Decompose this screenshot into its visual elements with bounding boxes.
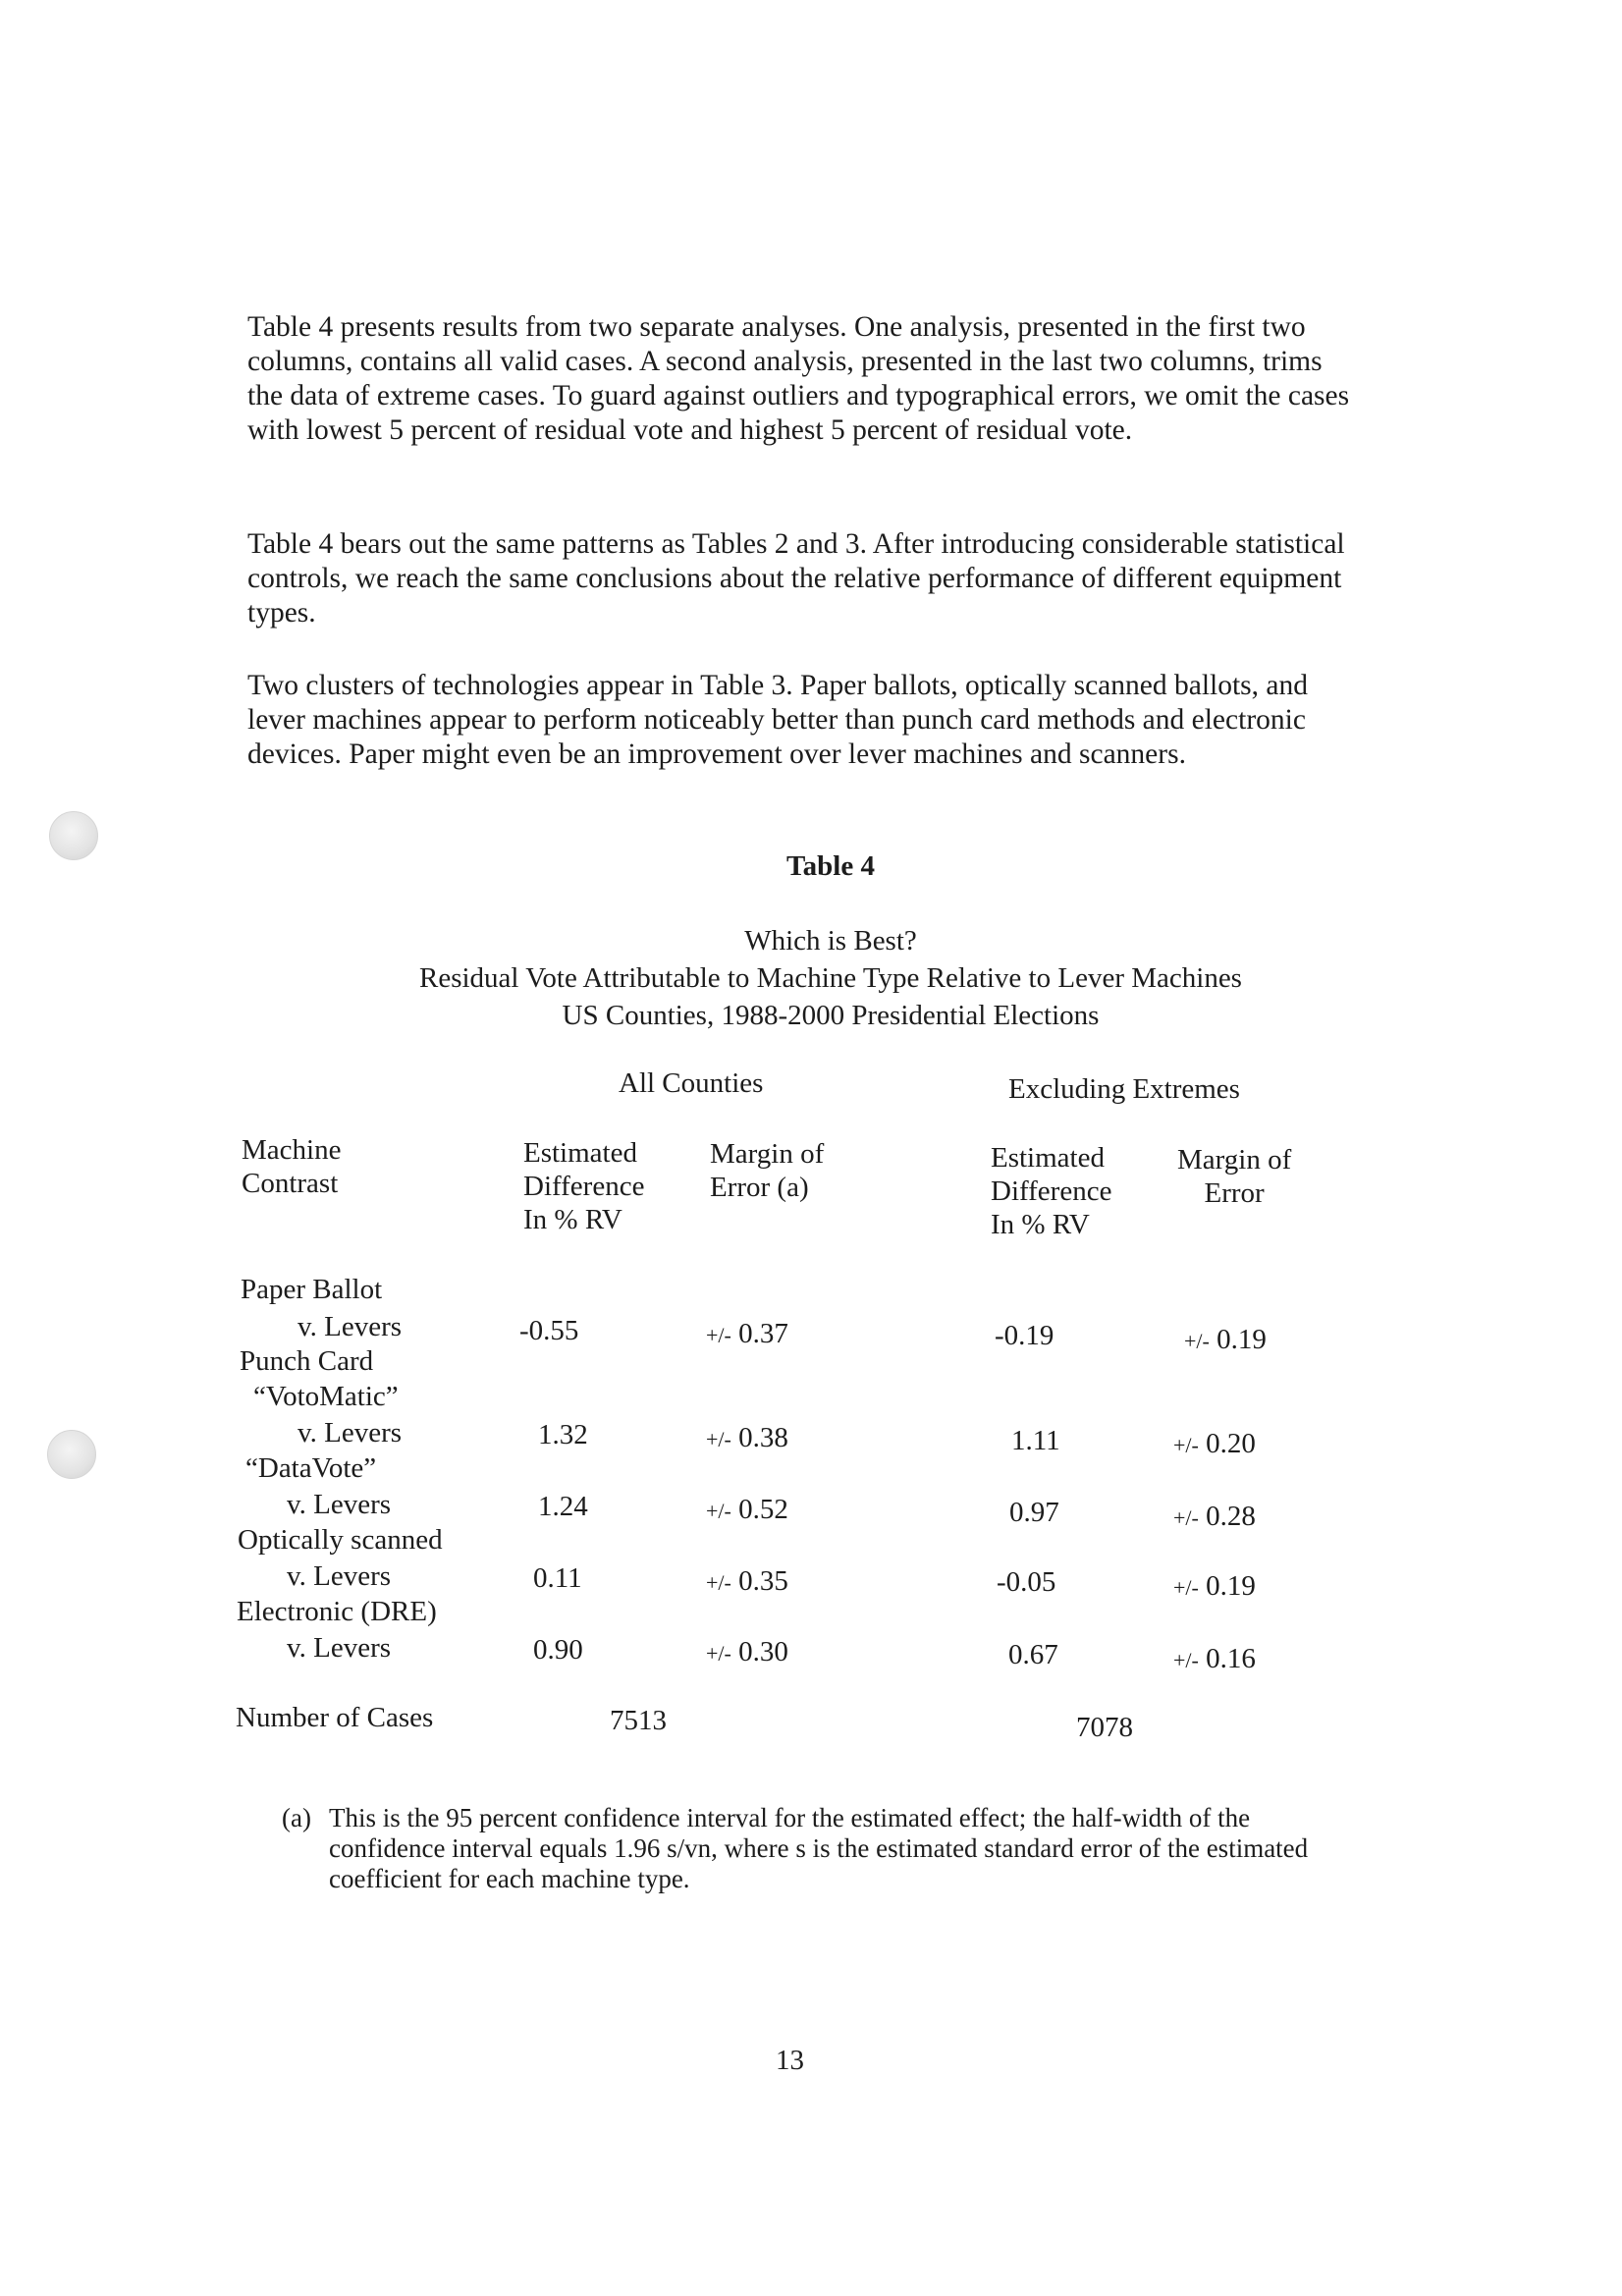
table-subtitle [20, 922, 1622, 1034]
plus-minus: +/- [706, 1499, 731, 1523]
row-label: Paper Ballot [241, 1274, 383, 1305]
plus-minus: +/- [1173, 1648, 1199, 1672]
cell-est-excl: -0.05 [997, 1566, 1056, 1598]
cell-est-all: 1.32 [538, 1419, 588, 1450]
cell-est-excl: 0.97 [1009, 1497, 1059, 1528]
cell-moe-excl [1173, 1500, 1256, 1535]
col-header-margin-all [710, 1137, 824, 1204]
col-header-estimated-all [523, 1136, 644, 1236]
moe-value: 0.38 [738, 1422, 788, 1453]
moe-value: 0.52 [738, 1494, 788, 1525]
paragraph-2: Table 4 bears out the same patterns as Tables 2 and 3. After introducing considerable statistical controls, we reach the same conclusions about the relative performance of different equipment types. [247, 528, 1345, 629]
cell-moe-all [706, 1493, 788, 1528]
col-header-line: Machine [242, 1134, 342, 1166]
cell-moe-excl [1173, 1427, 1256, 1462]
moe-value: 0.16 [1206, 1643, 1256, 1674]
moe-value: 0.28 [1206, 1501, 1256, 1532]
row-label: Optically scanned [238, 1524, 443, 1556]
moe-value: 0.37 [738, 1318, 788, 1349]
col-header-line: Estimated [991, 1142, 1105, 1174]
row-label: Electronic (DRE) [237, 1596, 437, 1627]
plus-minus: +/- [1173, 1575, 1199, 1600]
cases-all: 7513 [610, 1705, 667, 1736]
paragraph-1: Table 4 presents results from two separate analyses. One analysis, presented in the first two columns, contains all valid cases. A second analysis, presented in the last two columns, trims the data of extreme cases. To guard against outliers and typographical errors, we omit the cases with lowest 5 percent of residual vote and highest 5 percent of residual vote. [247, 311, 1350, 446]
col-header-margin-excl [1177, 1143, 1291, 1210]
cell-est-excl: 1.11 [1011, 1425, 1060, 1456]
moe-value: 0.19 [1216, 1324, 1267, 1355]
plus-minus: +/- [706, 1427, 731, 1451]
plus-minus: +/- [1173, 1505, 1199, 1530]
moe-value: 0.19 [1206, 1570, 1256, 1602]
group-header-excluding-extremes: Excluding Extremes [1008, 1073, 1240, 1105]
cell-moe-all [706, 1564, 788, 1600]
plus-minus: +/- [706, 1641, 731, 1666]
col-header-line: In % RV [991, 1209, 1090, 1240]
cell-moe-all [706, 1635, 788, 1670]
row-label: “VotoMatic” [253, 1381, 399, 1412]
col-header-line: Margin of [1177, 1144, 1292, 1175]
page-number: 13 [776, 2045, 804, 2076]
moe-value: 0.35 [738, 1565, 788, 1597]
cell-est-all: -0.55 [519, 1315, 579, 1346]
cases-label: Number of Cases [236, 1702, 434, 1733]
cell-moe-excl [1184, 1323, 1267, 1358]
cell-moe-all [706, 1421, 788, 1456]
row-label: Punch Card [240, 1345, 374, 1377]
row-label: “DataVote” [245, 1452, 377, 1484]
cell-est-all: 0.90 [533, 1634, 583, 1666]
col-header-machine-contrast [242, 1133, 341, 1200]
col-header-line: Error (a) [710, 1172, 809, 1203]
cell-est-excl: -0.19 [995, 1320, 1054, 1351]
table-subtitle-line: Residual Vote Attributable to Machine Type Relative to Lever Machines [419, 962, 1242, 994]
col-header-line: Difference [991, 1175, 1112, 1207]
cases-excl: 7078 [1076, 1712, 1133, 1743]
col-header-estimated-excl [991, 1141, 1111, 1241]
table-title: Table 4 [786, 850, 875, 882]
plus-minus: +/- [1173, 1433, 1199, 1457]
moe-value: 0.30 [738, 1636, 788, 1667]
col-header-line: Difference [523, 1171, 645, 1202]
row-versus: v. Levers [287, 1560, 392, 1592]
table-subtitle-line: Which is Best? [744, 925, 917, 957]
cell-moe-all [706, 1317, 788, 1352]
col-header-line: Margin of [710, 1138, 825, 1170]
footnote-text: This is the 95 percent confidence interval for the estimated effect; the half-width of the confidence interval equals 1.96 s/vn, where s is the estimated standard error of the estimated coefficient for each machine type. [329, 1803, 1309, 1893]
row-versus: v. Levers [297, 1311, 403, 1342]
cell-moe-excl [1173, 1642, 1256, 1677]
moe-value: 0.20 [1206, 1428, 1256, 1459]
plus-minus: +/- [706, 1570, 731, 1595]
col-header-line: In % RV [523, 1204, 622, 1235]
footnote-mark: (a) [282, 1803, 311, 1832]
plus-minus: +/- [1184, 1329, 1210, 1353]
row-versus: v. Levers [287, 1632, 392, 1664]
table-subtitle-line: US Counties, 1988-2000 Presidential Elections [562, 1000, 1100, 1031]
group-header-all-counties: All Counties [619, 1067, 764, 1099]
col-header-line: Contrast [242, 1168, 339, 1199]
col-header-line: Error [1204, 1177, 1265, 1209]
paragraph-3: Two clusters of technologies appear in Table 3. Paper ballots, optically scanned ballots, and lever machines appear to perform noticeably better than punch card methods and electronic devices. Paper might even be an improvement over lever machines and scanners. [247, 670, 1308, 770]
footnote [282, 1803, 1337, 1894]
cell-est-all: 1.24 [538, 1491, 588, 1522]
cell-moe-excl [1173, 1569, 1256, 1605]
cell-est-excl: 0.67 [1008, 1639, 1058, 1670]
row-versus: v. Levers [297, 1417, 403, 1449]
plus-minus: +/- [706, 1323, 731, 1347]
cell-est-all: 0.11 [533, 1562, 582, 1594]
punch-hole-lower [47, 1430, 96, 1479]
col-header-line: Estimated [523, 1137, 637, 1169]
row-versus: v. Levers [287, 1489, 392, 1520]
